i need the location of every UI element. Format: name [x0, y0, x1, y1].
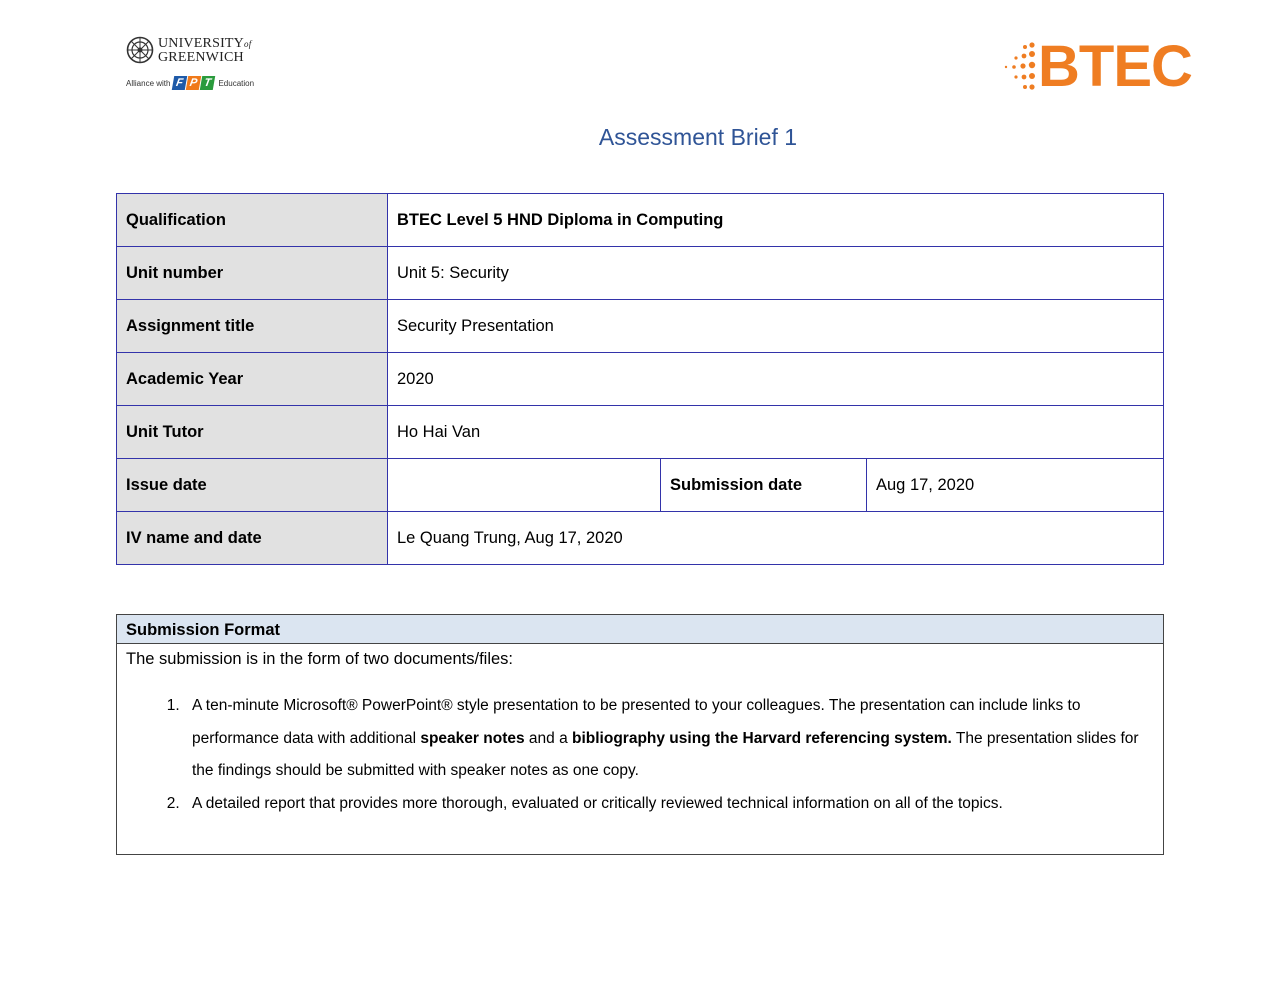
fpt-logo	[173, 76, 215, 90]
submission-format-heading: Submission Format	[117, 615, 1163, 644]
submission-list	[126, 690, 1154, 820]
fpt-letter-p: P	[186, 76, 201, 90]
table-row-assignment-title	[117, 300, 1164, 353]
fpt-education-text: Education	[218, 78, 255, 88]
unit-tutor-value: Ho Hai Van	[388, 406, 1164, 459]
university-greenwich-logo	[126, 36, 286, 106]
university-name-line1: UNIVERSITY	[158, 35, 244, 51]
fpt-alliance	[126, 76, 286, 90]
submission-format-section	[116, 614, 1164, 855]
unit-number-label: Unit number	[117, 247, 388, 300]
page-title: Assessment Brief 1	[598, 124, 798, 150]
university-crest-icon	[126, 36, 154, 64]
fpt-letter-f: F	[172, 76, 187, 90]
submission-intro: The submission is in the form of two documents/files:	[126, 650, 513, 668]
unit-number-value: Unit 5: Security	[388, 247, 1164, 300]
table-row-dates	[117, 459, 1164, 512]
table-row-qualification	[117, 194, 1164, 247]
assessment-info-table	[116, 193, 1164, 565]
table-row-academic-year	[117, 353, 1164, 406]
fpt-letter-t: T	[200, 76, 215, 90]
issue-date-label: Issue date	[117, 459, 388, 512]
list-item: 1. A ten-minute Microsoft® PowerPoint® style presentation to be presented to your colleagues. The presentation can include links to performance data with additional speaker notes and a bibliography using the Harvard referencing system. The presentation slides for the findings should be submitted with speaker notes as one copy.	[184, 690, 1154, 788]
assignment-title-label: Assignment title	[117, 300, 388, 353]
academic-year-value: 2020	[388, 353, 1164, 406]
university-name-line2: GREENWICH	[158, 49, 244, 65]
iv-name-date-value: Le Quang Trung, Aug 17, 2020	[388, 512, 1164, 565]
btec-wordmark: BTEC	[1038, 34, 1192, 99]
submission-date-label: Submission date	[661, 459, 867, 512]
iv-name-date-label: IV name and date	[117, 512, 388, 565]
alliance-text: Alliance with	[126, 78, 171, 88]
table-row-unit-number	[117, 247, 1164, 300]
btec-dots-icon	[1000, 39, 1038, 95]
table-row-unit-tutor	[117, 406, 1164, 459]
issue-date-value	[388, 459, 661, 512]
university-name-of: of	[244, 38, 252, 49]
unit-tutor-label: Unit Tutor	[117, 406, 388, 459]
assignment-title-value: Security Presentation	[388, 300, 1164, 353]
submission-date-value: Aug 17, 2020	[867, 459, 1164, 512]
list-item: 2. A detailed report that provides more thorough, evaluated or critically reviewed technical information on all of the topics.	[184, 788, 1154, 821]
qualification-value: BTEC Level 5 HND Diploma in Computing	[388, 194, 1164, 247]
table-row-iv	[117, 512, 1164, 565]
btec-logo	[1000, 36, 1200, 98]
academic-year-label: Academic Year	[117, 353, 388, 406]
qualification-label: Qualification	[117, 194, 388, 247]
